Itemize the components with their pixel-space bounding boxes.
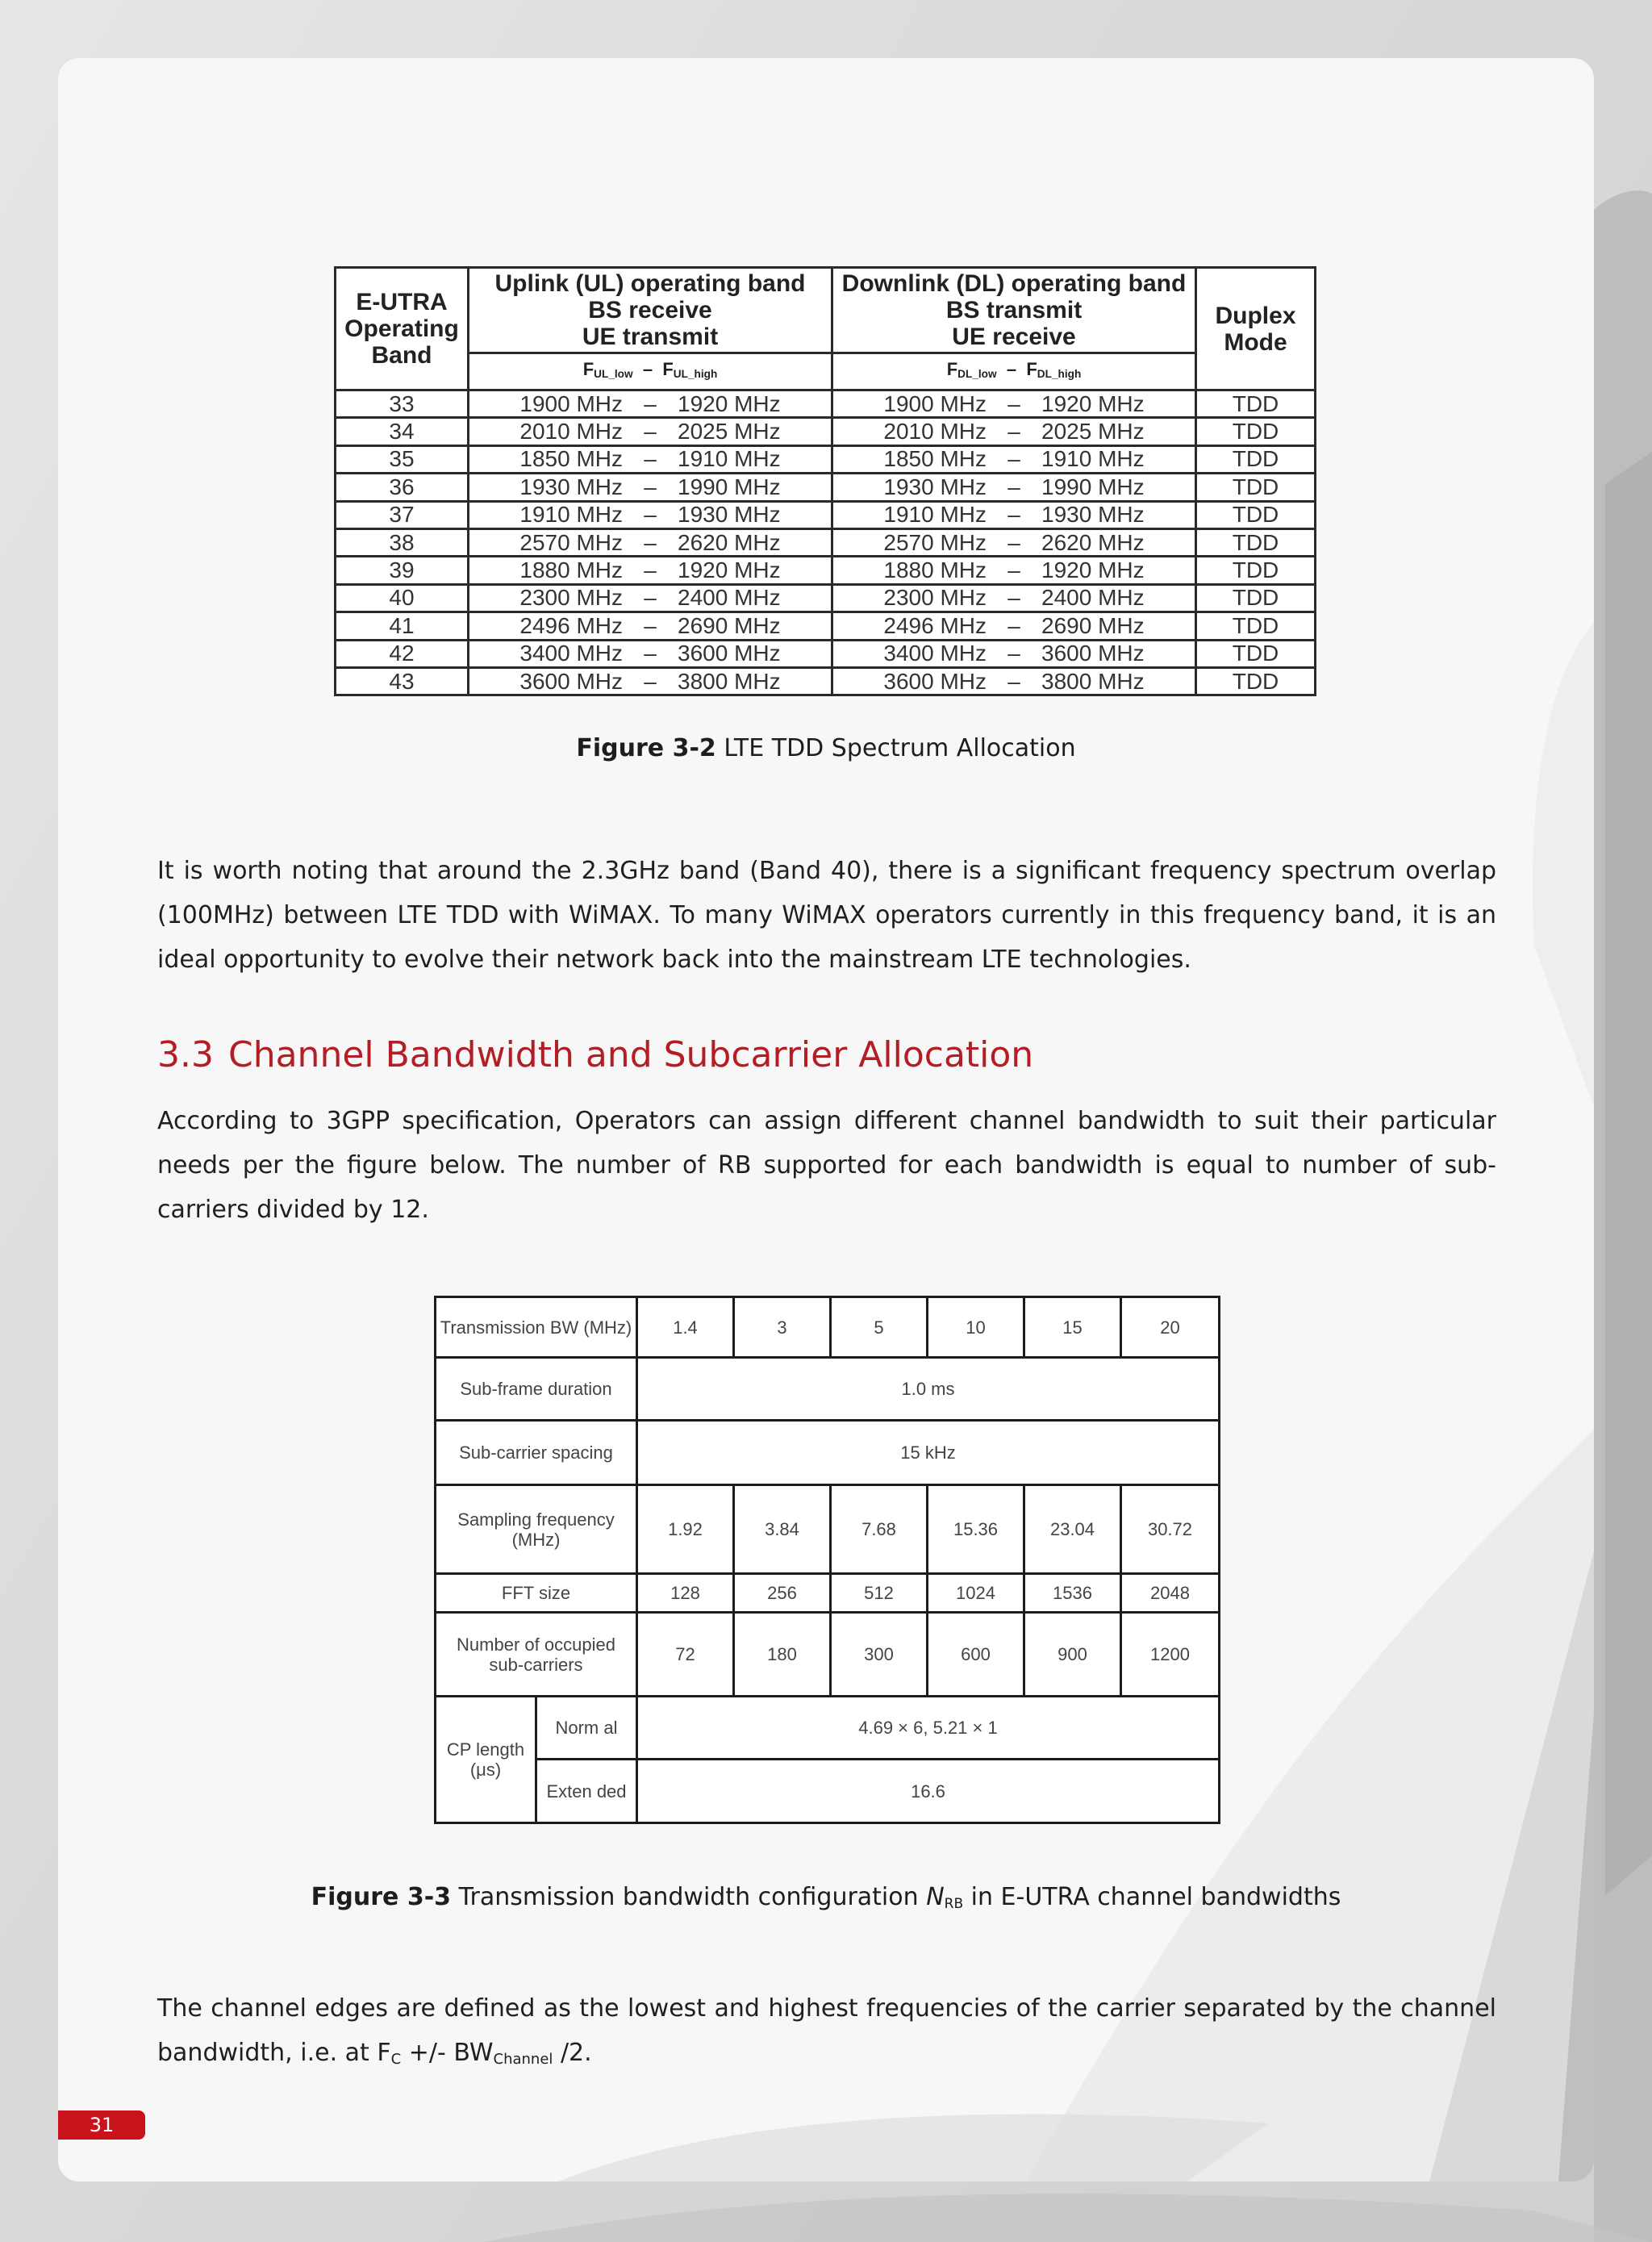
ul-high-freq: 1920 MHz — [666, 557, 832, 584]
occupied-value: 1200 — [1121, 1613, 1220, 1697]
band-number: 40 — [336, 584, 469, 612]
range-dash: – — [634, 612, 666, 640]
dl-low-freq: 1880 MHz — [832, 557, 999, 584]
band-number: 37 — [336, 501, 469, 528]
band-number: 34 — [336, 418, 469, 445]
dl-low-freq: 2496 MHz — [832, 612, 999, 640]
occupied-value: 600 — [928, 1613, 1024, 1697]
row-sampling — [436, 1485, 1220, 1574]
normal-value: 4.69 × 6, 5.21 × 1 — [637, 1697, 1220, 1760]
ul-low-freq: 2010 MHz — [469, 418, 635, 445]
duplex-mode: TDD — [1196, 584, 1316, 612]
ul-low-freq: 1880 MHz — [469, 557, 635, 584]
row-fft — [436, 1574, 1220, 1613]
ul-low-freq: 2496 MHz — [469, 612, 635, 640]
range-dash: – — [998, 584, 1030, 612]
ul-high-freq: 1920 MHz — [666, 390, 832, 418]
document-page — [58, 58, 1594, 2181]
ul-high-freq: 1930 MHz — [666, 501, 832, 528]
band-row — [336, 418, 1316, 445]
duplex-mode: TDD — [1196, 557, 1316, 584]
row-cp-extended — [436, 1760, 1220, 1823]
ul-low-freq: 1930 MHz — [469, 474, 635, 501]
range-dash: – — [634, 557, 666, 584]
subframe-value: 1.0 ms — [637, 1358, 1220, 1421]
dl-high-freq: 1990 MHz — [1030, 474, 1196, 501]
band-number: 41 — [336, 612, 469, 640]
header-duplex: Duplex Mode — [1196, 268, 1316, 390]
dl-high-freq: 1910 MHz — [1030, 445, 1196, 473]
occupied-value: 900 — [1024, 1613, 1121, 1697]
range-dash: – — [634, 667, 666, 695]
range-dash: – — [998, 612, 1030, 640]
dl-high-freq: 1920 MHz — [1030, 557, 1196, 584]
header-band: E-UTRA Operating Band — [336, 268, 469, 390]
band-number: 39 — [336, 557, 469, 584]
label-normal: Norm al — [536, 1697, 637, 1760]
band-row — [336, 474, 1316, 501]
bw-value: 15 — [1024, 1297, 1121, 1358]
band-number: 38 — [336, 528, 469, 556]
range-dash: – — [998, 445, 1030, 473]
header-downlink: Downlink (DL) operating band BS transmit UE receive — [832, 268, 1196, 353]
ul-low-freq: 1900 MHz — [469, 390, 635, 418]
band-number: 33 — [336, 390, 469, 418]
dl-high-freq: 1930 MHz — [1030, 501, 1196, 528]
label-subframe: Sub-frame duration — [436, 1358, 637, 1421]
paragraph-channel-edges: The channel edges are defined as the lowest and highest frequencies of the carrier separated by the channel bandwidth, i.e. at FC +/- BWChannel /2. — [157, 1994, 1496, 2068]
fft-value: 128 — [637, 1574, 734, 1613]
range-dash: – — [634, 640, 666, 667]
occupied-value: 300 — [831, 1613, 928, 1697]
dl-low-freq: 2010 MHz — [832, 418, 999, 445]
band-row — [336, 667, 1316, 695]
band-row — [336, 612, 1316, 640]
ul-low-freq: 1910 MHz — [469, 501, 635, 528]
dl-low-freq: 2300 MHz — [832, 584, 999, 612]
paragraph-wimax-overlap: It is worth noting that around the 2.3GHz band (Band 40), there is a significant frequency spectrum overlap (100MHz) between LTE TDD with WiMAX. To many WiMAX operators currently in this frequency band, it is an ideal opportunity to evolve their network back into the mainstream LTE technologies. — [157, 857, 1496, 974]
ul-high-freq: 1990 MHz — [666, 474, 832, 501]
transmission-bandwidth-table — [434, 1296, 1220, 1824]
bw-value: 10 — [928, 1297, 1024, 1358]
range-dash: – — [634, 390, 666, 418]
dl-low-freq: 2570 MHz — [832, 528, 999, 556]
header-uplink: Uplink (UL) operating band BS receive UE transmit — [469, 268, 832, 353]
figure-3-3-caption: Figure 3-3 Transmission bandwidth configuration NRB in E-UTRA channel bandwidths — [311, 1883, 1341, 1912]
sampling-value: 23.04 — [1024, 1485, 1121, 1574]
range-dash: – — [998, 557, 1030, 584]
band-row — [336, 445, 1316, 473]
dl-low-freq: 3600 MHz — [832, 667, 999, 695]
ul-low-freq: 3400 MHz — [469, 640, 635, 667]
duplex-mode: TDD — [1196, 528, 1316, 556]
fft-value: 1536 — [1024, 1574, 1121, 1613]
band-number: 42 — [336, 640, 469, 667]
ul-high-freq: 3800 MHz — [666, 667, 832, 695]
figure-3-2-caption: Figure 3-2 LTE TDD Spectrum Allocation — [576, 734, 1076, 762]
duplex-mode: TDD — [1196, 640, 1316, 667]
duplex-mode: TDD — [1196, 418, 1316, 445]
ul-high-freq: 2690 MHz — [666, 612, 832, 640]
range-dash: – — [998, 667, 1030, 695]
label-sampling: Sampling frequency (MHz) — [436, 1485, 637, 1574]
band-row — [336, 501, 1316, 528]
dl-high-freq: 1920 MHz — [1030, 390, 1196, 418]
band-number: 43 — [336, 667, 469, 695]
bw-value: 20 — [1121, 1297, 1220, 1358]
dl-low-freq: 1910 MHz — [832, 501, 999, 528]
bw-value: 3 — [734, 1297, 831, 1358]
range-dash: – — [998, 390, 1030, 418]
lte-tdd-band-table — [334, 266, 1316, 696]
dl-high-freq: 2620 MHz — [1030, 528, 1196, 556]
ul-low-freq: 1850 MHz — [469, 445, 635, 473]
row-subframe — [436, 1358, 1220, 1421]
dl-high-freq: 2690 MHz — [1030, 612, 1196, 640]
range-dash: – — [634, 501, 666, 528]
label-occupied: Number of occupied sub-carriers — [436, 1613, 637, 1697]
band-row — [336, 390, 1316, 418]
ul-high-freq: 3600 MHz — [666, 640, 832, 667]
bw-value: 5 — [831, 1297, 928, 1358]
row-cp-normal — [436, 1697, 1220, 1760]
range-dash: – — [634, 474, 666, 501]
dl-low-freq: 1850 MHz — [832, 445, 999, 473]
fft-value: 2048 — [1121, 1574, 1220, 1613]
band-row — [336, 557, 1316, 584]
dl-low-freq: 3400 MHz — [832, 640, 999, 667]
sampling-value: 1.92 — [637, 1485, 734, 1574]
range-dash: – — [998, 640, 1030, 667]
range-dash: – — [634, 445, 666, 473]
range-dash: – — [634, 418, 666, 445]
band-row — [336, 528, 1316, 556]
fft-value: 256 — [734, 1574, 831, 1613]
label-fft: FFT size — [436, 1574, 637, 1613]
ul-low-freq: 2300 MHz — [469, 584, 635, 612]
row-occupied — [436, 1613, 1220, 1697]
sampling-value: 3.84 — [734, 1485, 831, 1574]
spacing-value: 15 kHz — [637, 1421, 1220, 1485]
dl-high-freq: 2025 MHz — [1030, 418, 1196, 445]
range-dash: – — [998, 474, 1030, 501]
label-cp-length: CP length (μs) — [436, 1697, 536, 1823]
duplex-mode: TDD — [1196, 501, 1316, 528]
ul-low-freq: 3600 MHz — [469, 667, 635, 695]
duplex-mode: TDD — [1196, 667, 1316, 695]
header-ul-range: $F_{UL\_low} - F_{UL\_high}$ — [469, 353, 832, 390]
range-dash: – — [998, 501, 1030, 528]
extended-value: 16.6 — [637, 1760, 1220, 1823]
row-transmission-bw — [436, 1297, 1220, 1358]
fft-value: 1024 — [928, 1574, 1024, 1613]
header-dl-range: $F_{DL\_low} - F_{DL\_high}$ — [832, 353, 1196, 390]
range-dash: – — [634, 528, 666, 556]
dl-low-freq: 1900 MHz — [832, 390, 999, 418]
paragraph-3gpp: According to 3GPP specification, Operators can assign different channel bandwidth to suit their particular needs per the figure below. The number of RB supported for each bandwidth is equal to number of sub-carriers divided by 12. — [157, 1107, 1496, 1224]
range-dash: – — [634, 584, 666, 612]
range-dash: – — [998, 528, 1030, 556]
duplex-mode: TDD — [1196, 445, 1316, 473]
dl-high-freq: 3600 MHz — [1030, 640, 1196, 667]
bw-value: 1.4 — [637, 1297, 734, 1358]
row-spacing — [436, 1421, 1220, 1485]
dl-high-freq: 2400 MHz — [1030, 584, 1196, 612]
label-extended: Exten ded — [536, 1760, 637, 1823]
duplex-mode: TDD — [1196, 390, 1316, 418]
band-number: 35 — [336, 445, 469, 473]
ul-low-freq: 2570 MHz — [469, 528, 635, 556]
ul-high-freq: 1910 MHz — [666, 445, 832, 473]
sampling-value: 7.68 — [831, 1485, 928, 1574]
ul-high-freq: 2400 MHz — [666, 584, 832, 612]
dl-high-freq: 3800 MHz — [1030, 667, 1196, 695]
fft-value: 512 — [831, 1574, 928, 1613]
duplex-mode: TDD — [1196, 474, 1316, 501]
occupied-value: 180 — [734, 1613, 831, 1697]
label-spacing: Sub-carrier spacing — [436, 1421, 637, 1485]
occupied-value: 72 — [637, 1613, 734, 1697]
sampling-value: 30.72 — [1121, 1485, 1220, 1574]
page-number-badge: 31 — [58, 2110, 145, 2140]
label-transmission-bw: Transmission BW (MHz) — [436, 1297, 637, 1358]
sampling-value: 15.36 — [928, 1485, 1024, 1574]
ul-high-freq: 2025 MHz — [666, 418, 832, 445]
dl-low-freq: 1930 MHz — [832, 474, 999, 501]
band-row — [336, 584, 1316, 612]
range-dash: – — [998, 418, 1030, 445]
duplex-mode: TDD — [1196, 612, 1316, 640]
ul-high-freq: 2620 MHz — [666, 528, 832, 556]
section-heading: 3.3 Channel Bandwidth and Subcarrier Allocation — [157, 1034, 1034, 1075]
band-row — [336, 640, 1316, 667]
band-number: 36 — [336, 474, 469, 501]
